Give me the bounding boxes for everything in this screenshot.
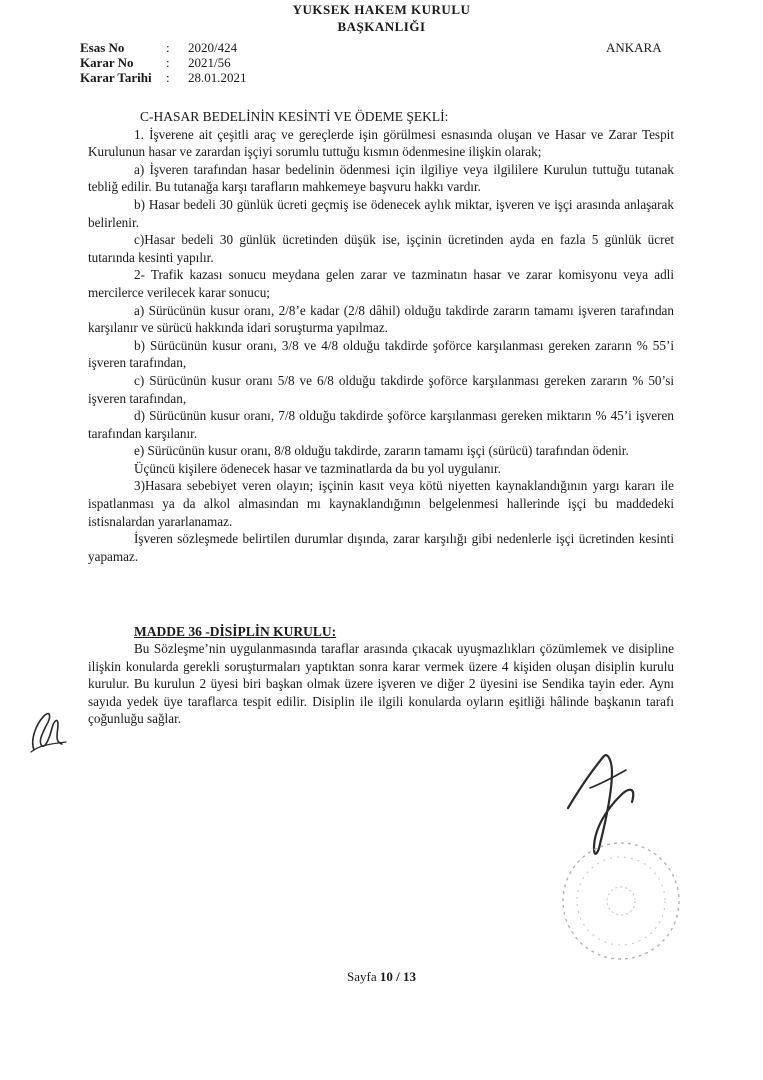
esas-value: 2020/424 (188, 40, 238, 55)
margin-initials (28, 706, 70, 758)
section-c-heading: C-HASAR BEDELİNİN KESİNTİ VE ÖDEME ŞEKLİ: (140, 109, 449, 124)
paragraph-1a: a) İşveren tarafından hasar bedelinin ödenmesi için ilgiliye veya ilgililere Kurulun tuttuğu tutanak tebliğ edilir. Bu tutanağa karşı tarafların mahkemeye başvuru hakkı vardır. (88, 161, 674, 195)
karar-value: 2021/56 (188, 55, 231, 70)
page-label: Sayfa (347, 969, 377, 984)
madde-36-heading: MADDE 36 -DİSİPLİN KURULU: (134, 624, 337, 639)
paragraph-2: 2- Trafik kazası sonucu meydana gelen zarar ve tazminatın hasar ve zarar komisyonu veya adli mercilerce verilecek karar sonucu; (88, 267, 674, 300)
madde-36-text: Bu Sözleşme’nin uygulanmasında taraflar arasında çıkacak uyuşmazlıkları çözümlemek ve disipline ilişkin konularda gerekli soruşturmaları yaptıktan sonra karar vermek üzere 4 kişiden oluşan disiplin kurulu kurulur. Bu kurulun 2 üyesi biri başkan olmak üzere işveren ve diğer 2 üyesini ise Sendika tayin eder. Aynı sayıda yedek üye taraflarca tespit edilir. Disiplin ile ilgili konularda oyların eşitliği hâlinde başkanın tarafı çoğunluğu sağlar. (88, 641, 674, 727)
colon: : (166, 40, 170, 55)
paragraph-2a: a) Sürücünün kusur oranı, 2/8’e kadar (2/8 dâhil) olduğu takdirde zararın tamamı işveren tarafından karşılanır ve sürücü hakkında idari soruşturma yapılmaz. (88, 302, 674, 336)
stamp-seal (556, 836, 686, 966)
tarih-row (80, 70, 247, 85)
paragraph-2d: d) Sürücünün kusur oranı, 7/8 olduğu takdirde şoförce karşılanması gereken miktarın % 45’i işveren tarafından karşılanır. (88, 408, 674, 441)
colon: : (166, 70, 170, 85)
paragraph-2b: b) Sürücünün kusur oranı, 3/8 ve 4/8 olduğu takdirde şoförce karşılanması gereken zararın % 55’i işveren tarafından, (88, 337, 674, 371)
header-institution: YUKSEK HAKEM KURULU (292, 2, 471, 17)
header-department: BAŞKANLIĞI (337, 19, 426, 34)
karar-label: Karar No (80, 55, 134, 70)
paragraph-3: 3)Hasara sebebiyet veren olayın; işçinin kasıt veya kötü niyetten kaynaklandığının yargı kararı ile ispatlanması ya da alkol almasından mı kaynaklandığının belgelenmesi hallerinde işçi bu maddedeki istisnalardan yararlanamaz. (88, 478, 674, 529)
paragraph-4: İşveren sözleşmede belirtilen durumlar dışında, zarar karşılığı gibi nedenlerle işçi ücretinden kesinti yapamaz. (88, 531, 674, 564)
esas-label: Esas No (80, 40, 125, 55)
madde-36-body (88, 640, 674, 728)
city-label: ANKARA (606, 40, 662, 55)
tarih-label: Karar Tarihi (80, 70, 152, 85)
tarih-value: 28.01.2021 (188, 70, 247, 85)
esas-row (80, 40, 247, 55)
paragraph-1c: c)Hasar bedeli 30 günlük ücretinden düşük ise, işçinin ücretinden ayda en fazla 5 günlük ücret tutarında kesinti yapılır. (88, 232, 674, 265)
karar-row (80, 55, 247, 70)
paragraph-2f: Üçüncü kişilere ödenecek hasar ve tazminatlarda da bu yol uygulanır. (134, 460, 501, 476)
colon: : (166, 55, 170, 70)
paragraph-2c: c) Sürücünün kusur oranı 5/8 ve 6/8 olduğu takdirde şoförce karşılanması gereken zararın % 50’si işveren tarafından, (88, 372, 674, 406)
paragraph-1: 1. İşverene ait çeşitli araç ve gereçlerde işin görülmesi esnasında oluşan ve Hasar ve Zarar Tespit Kurulunun hasar ve zarardan işçiyi sorumlu tuttuğu kısmın ödenmesine ilişkin olarak; (88, 126, 674, 160)
paragraph-1b: b) Hasar bedeli 30 günlük ücreti geçmiş ise ödenecek aylık miktar, işveren ve işçi arasında anlaşarak belirlenir. (88, 196, 674, 230)
case-meta (80, 40, 247, 85)
page-footer (0, 969, 763, 985)
page-number: 10 / 13 (379, 969, 416, 984)
paragraph-2e: e) Sürücünün kusur oranı, 8/8 olduğu takdirde, zararın tamamı işçi (sürücü) tarafından ödenir. (134, 443, 629, 459)
section-c (88, 108, 674, 565)
